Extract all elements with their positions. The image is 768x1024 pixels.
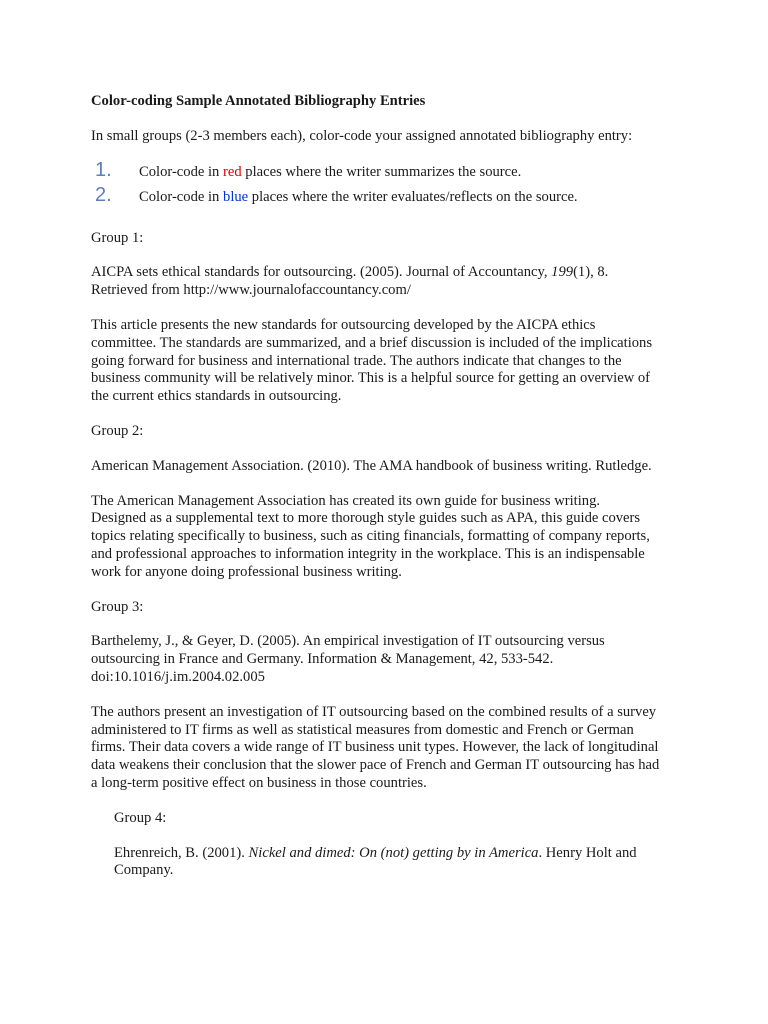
instruction-list	[91, 158, 691, 212]
group-1-annotation: This article presents the new standards for outsourcing developed by the AICPA ethics committee. The standards are summarized, and a brief discussion is included of the implications going forward for business and international trade. The authors indicate that changes to the business community will be relatively minor. This is a helpful source for getting an overview of the current ethics standards in outsourcing.	[91, 316, 653, 405]
group-3-label: Group 3:	[91, 598, 144, 615]
book-title: Nickel and dimed: On (not) getting by in America	[248, 844, 539, 861]
group-4-citation: Ehrenreich, B. (2001). Nickel and dimed: On (not) getting by in America. Henry Holt and Company.	[114, 844, 637, 879]
volume-number: 199	[551, 264, 574, 281]
group-2-annotation: The American Management Association has created its own guide for business writing. Designed as a supplemental text to more thorough style guides such as APA, this guide covers topics relating specifically to business, such as citing financials, formatting of company reports, and professional approaches to information integrity in the workplace. This is an indispensable work for anyone doing professional business writing.	[91, 492, 650, 580]
blue-color-word: blue	[223, 188, 249, 205]
list-number: 2.	[95, 183, 112, 206]
group-4-label: Group 4:	[114, 809, 167, 826]
instruction-item-1	[91, 158, 691, 187]
red-color-word: red	[223, 163, 242, 180]
intro-text: In small groups (2-3 members each), color-code your assigned annotated bibliography entry:	[91, 127, 633, 144]
group-2-label: Group 2:	[91, 422, 144, 439]
group-2-citation: American Management Association. (2010). The AMA handbook of business writing. Rutledge.	[91, 457, 652, 474]
instruction-item-2	[91, 183, 691, 212]
group-1-label: Group 1:	[91, 229, 144, 246]
instruction-text: Color-code in blue places where the writer evaluates/reflects on the source.	[139, 188, 578, 205]
group-1-citation: AICPA sets ethical standards for outsourcing. (2005). Journal of Accountancy, 199(1), 8. Retrieved from http://www.journalofaccountancy.com/	[91, 264, 691, 300]
document-title: Color-coding Sample Annotated Bibliography Entries	[91, 93, 426, 109]
document-page	[91, 93, 691, 880]
citation-url: Retrieved from http://www.journalofaccountancy.com/	[91, 282, 411, 299]
instruction-text: Color-code in red places where the writer summarizes the source.	[139, 163, 522, 180]
list-number: 1.	[95, 158, 112, 181]
group-3-citation: Barthelemy, J., & Geyer, D. (2005). An empirical investigation of IT outsourcing versus outsourcing in France and Germany. Information & Management, 42, 533-542. doi:10.1016/j.im.2004.02.005	[91, 633, 605, 685]
group-3-annotation: The authors present an investigation of IT outsourcing based on the combined results of a survey administered to IT firms as well as statistical measures from domestic and French or German firms. Their data covers a wide range of IT business unit types. However, the lack of longitudinal data weakens their conclusion that the slower pace of French and German IT outsourcing has had a long-term positive effect on business in those countries.	[91, 703, 660, 791]
